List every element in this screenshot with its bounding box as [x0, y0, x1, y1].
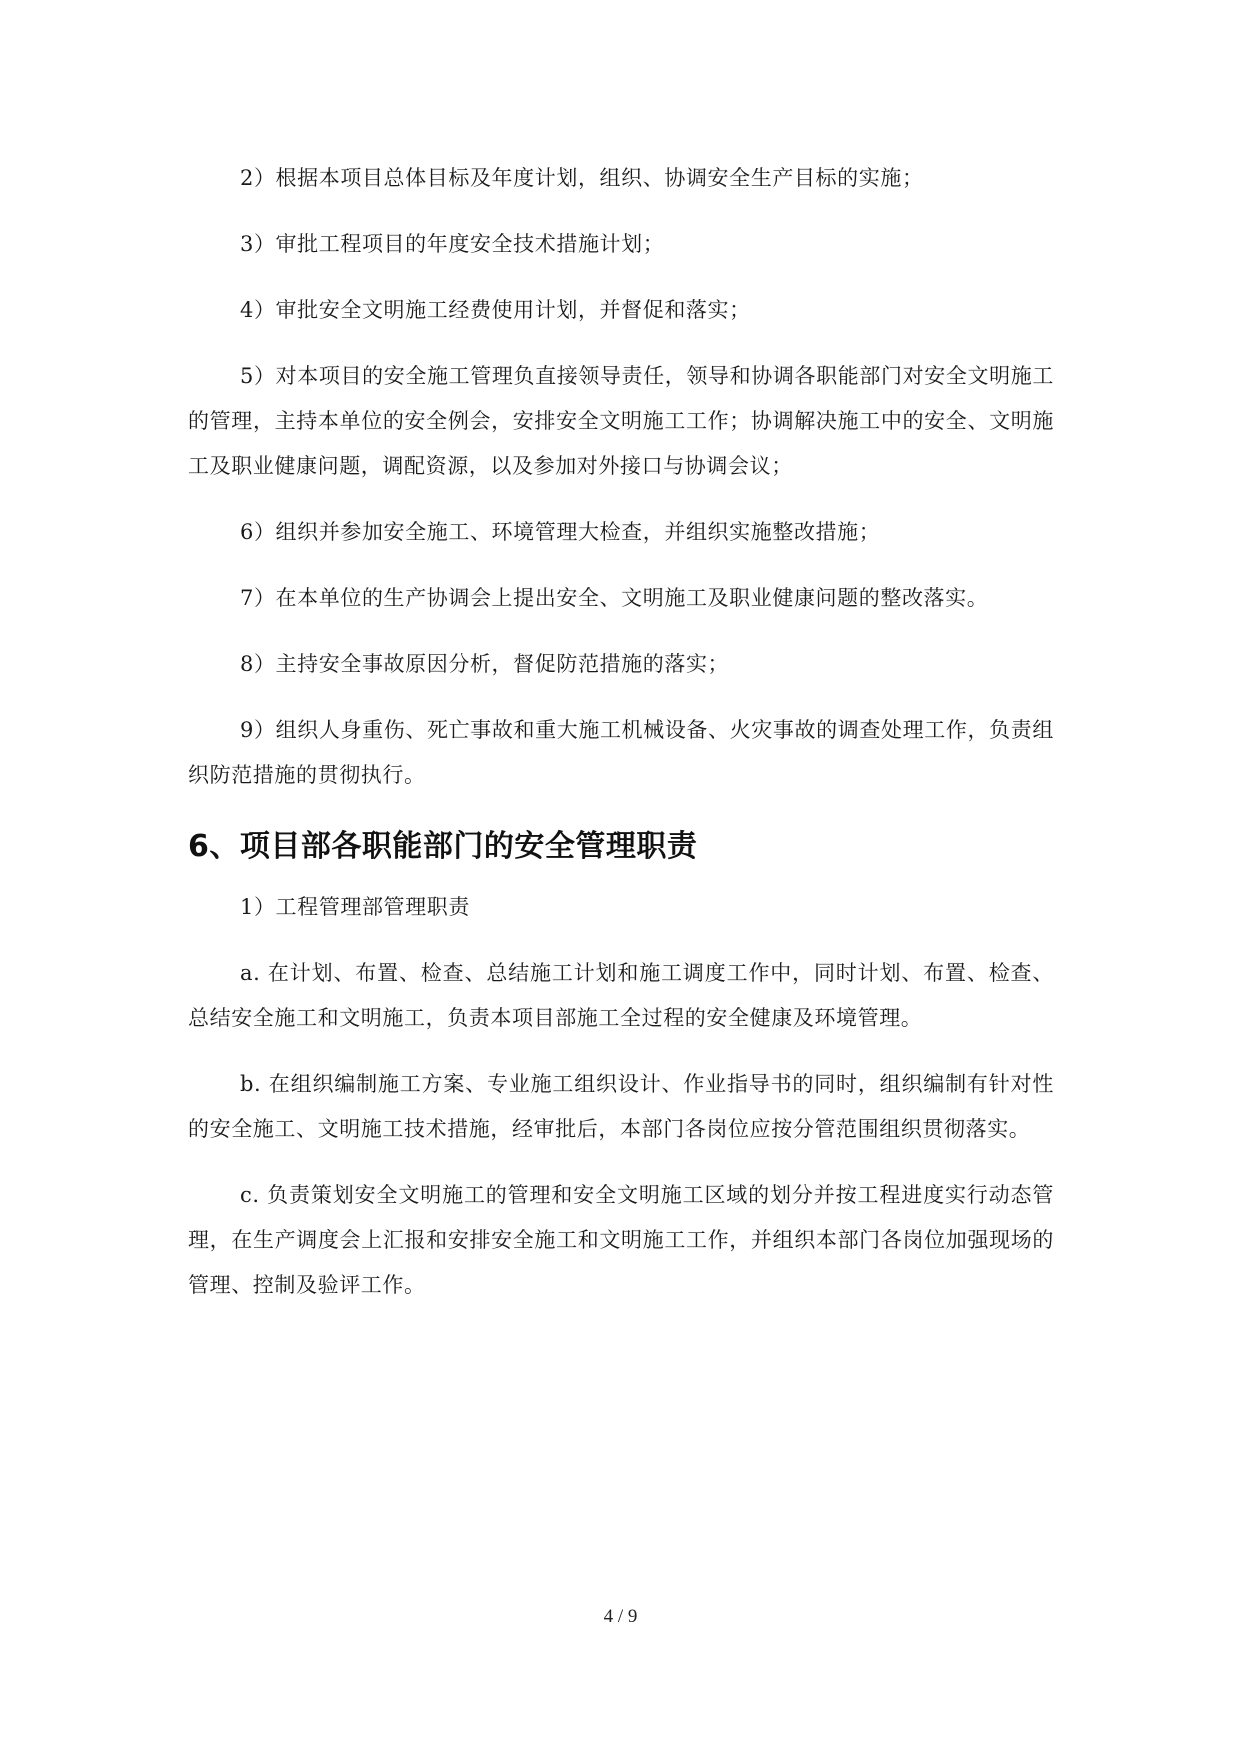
- paragraph-item-2: 2）根据本项目总体目标及年度计划，组织、协调安全生产目标的实施；: [240, 166, 924, 190]
- page-number: 4 / 9: [603, 1606, 638, 1627]
- paragraph-item-3: 3）审批工程项目的年度安全技术措施计划；: [240, 232, 665, 256]
- paragraph-item-9: 9）组织人身重伤、死亡事故和重大施工机械设备、火灾事故的调查处理工作，负责组织防范措施的贯彻执行。: [188, 718, 1054, 787]
- section-heading: 6、项目部各职能部门的安全管理职责: [188, 829, 698, 864]
- subsection-title: 1）工程管理部管理职责: [240, 895, 470, 919]
- paragraph-item-7: 7）在本单位的生产协调会上提出安全、文明施工及职业健康问题的整改落实。: [240, 586, 989, 610]
- paragraph-item-4: 4）审批安全文明施工经费使用计划，并督促和落实；: [240, 298, 751, 322]
- paragraph-item-a: a. 在计划、布置、检查、总结施工计划和施工调度工作中，同时计划、布置、检查、总结安全施工和文明施工，负责本项目部施工全过程的安全健康及环境管理。: [188, 961, 1054, 1030]
- page-content: [188, 156, 1054, 1329]
- paragraph-item-6: 6）组织并参加安全施工、环境管理大检查，并组织实施整改措施；: [240, 520, 881, 544]
- paragraph-item-c: c. 负责策划安全文明施工的管理和安全文明施工区域的划分并按工程进度实行动态管理，在生产调度会上汇报和安排安全施工和文明施工工作，并组织本部门各岗位加强现场的管理、控制及验评工作。: [188, 1183, 1054, 1297]
- paragraph-item-b: b. 在组织编制施工方案、专业施工组织设计、作业指导书的同时，组织编制有针对性的安全施工、文明施工技术措施，经审批后，本部门各岗位应按分管范围组织贯彻落实。: [188, 1072, 1054, 1141]
- paragraph-item-5: 5）对本项目的安全施工管理负直接领导责任，领导和协调各职能部门对安全文明施工的管理，主持本单位的安全例会，安排安全文明施工工作；协调解决施工中的安全、文明施工及职业健康问题，调配资源，以及参加对外接口与协调会议；: [188, 364, 1054, 478]
- paragraph-item-8: 8）主持安全事故原因分析，督促防范措施的落实；: [240, 652, 730, 676]
